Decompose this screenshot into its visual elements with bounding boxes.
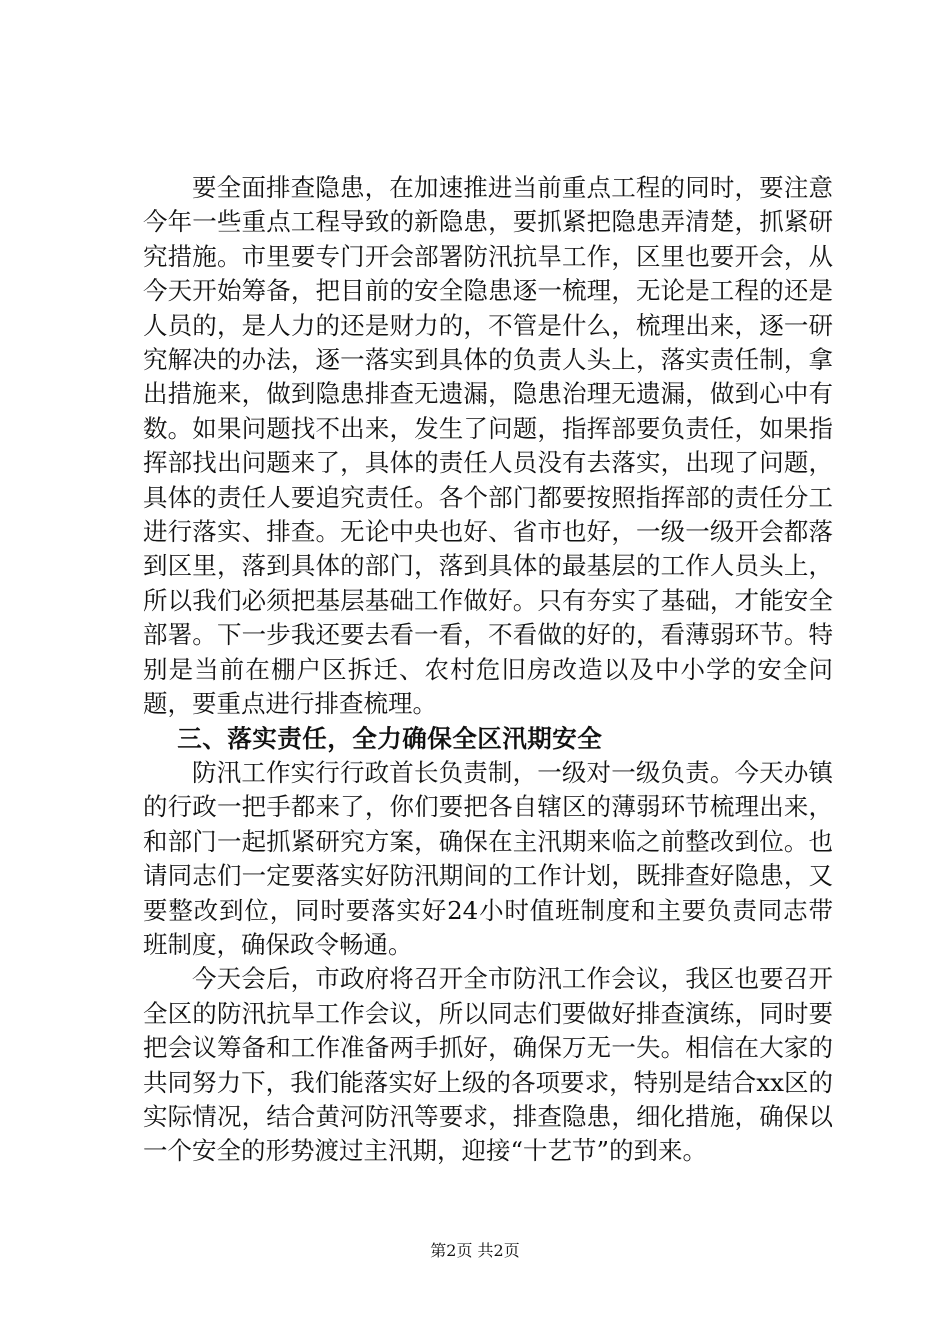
paragraph-conclusion: 今天会后，市政府将召开全市防汛工作会议，我区也要召开全区的防汛抗旱工作会议，所以同志们要做好排查演练，同时要把会议筹备和工作准备两手抓好，确保万无一失。相信在大家的共同努力下，我们能落实好上级的各项要求，特别是结合xx区的实际情况，结合黄河防汛等要求，排查隐患，细化措施，确保以一个安全的形势渡过主汛期，迎接“十艺节”的到来。 [143, 964, 833, 1166]
page-number-footer: 第2页 共2页 [430, 1241, 520, 1260]
paragraph-responsibility: 防汛工作实行行政首长负责制，一级对一级负责。今天办镇的行政一把手都来了，你们要把各自辖区的薄弱环节梳理出来，和部门一起抓紧研究方案，确保在主汛期来临之前整改到位。也请同志们一定要落实好防汛期间的工作计划，既排查好隐患，又要整改到位，同时要落实好24小时值班制度和主要负责同志带班制度，确保政令畅通。 [143, 757, 833, 959]
document-body [143, 171, 833, 1169]
section-heading: 三、落实责任，全力确保全区汛期安全 [177, 723, 603, 753]
paragraph-hazard-inspection: 要全面排查隐患，在加速推进当前重点工程的同时，要注意今年一些重点工程导致的新隐患，要抓紧把隐患弄清楚，抓紧研究措施。市里要专门开会部署防汛抗旱工作，区里也要开会，从今天开始筹备，把目前的安全隐患逐一梳理，无论是工程的还是人员的，是人力的还是财力的，不管是什么，梳理出来，逐一研究解决的办法，逐一落实到具体的负责人头上，落实责任制，拿出措施来，做到隐患排查无遗漏，隐患治理无遗漏，做到心中有数。如果问题找不出来，发生了问题，指挥部要负责任，如果指挥部找出问题来了，具体的责任人员没有去落实，出现了问题，具体的责任人要追究责任。各个部门都要按照指挥部的责任分工进行落实、排查。无论中央也好、省市也好，一级一级开会都落到区里，落到具体的部门，落到具体的最基层的工作人员头上，所以我们必须把基层基础工作做好。只有夯实了基础，才能安全部署。下一步我还要去看一看，不看做的好的，看薄弱环节。特别是当前在棚户区拆迁、农村危旧房改造以及中小学的安全问题，要重点进行排查梳理。 [143, 173, 833, 719]
